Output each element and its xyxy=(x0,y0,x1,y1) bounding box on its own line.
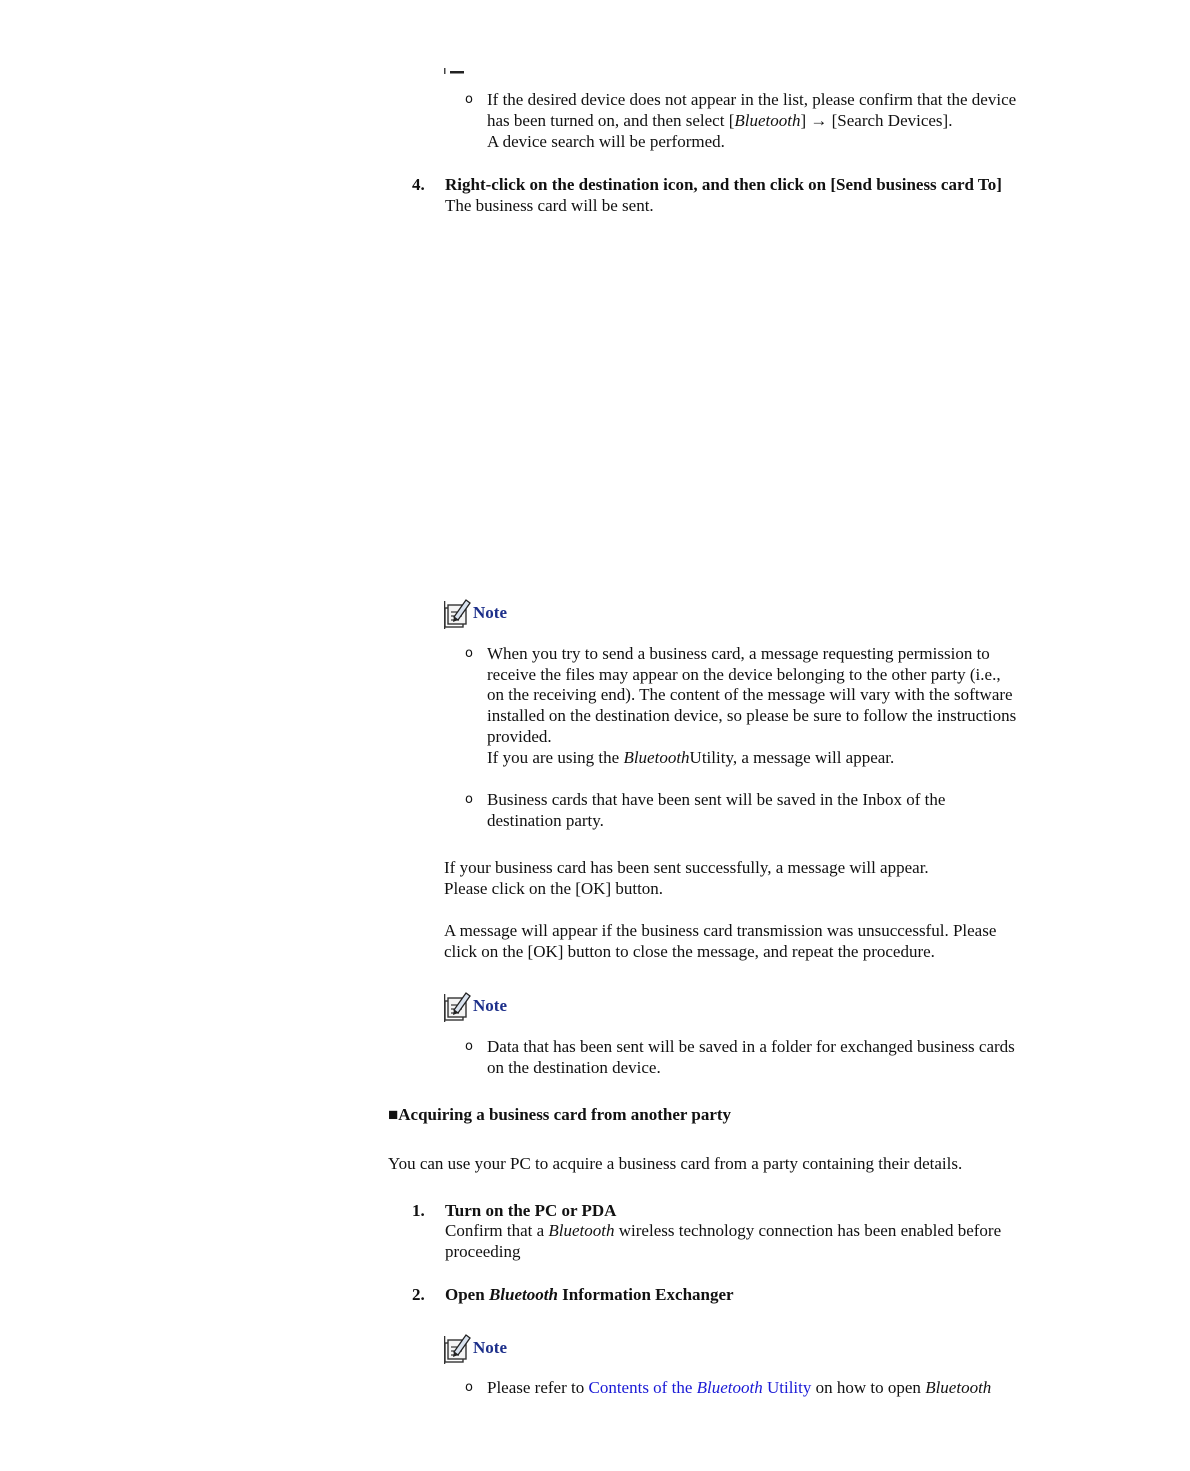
note-text-line: Please refer to Contents of the Bluetooth Utility on how to open Bluetooth xyxy=(487,1378,992,1397)
bullet-icon: o xyxy=(465,792,473,807)
section-heading: ■Acquiring a business card from another party xyxy=(388,1105,732,1124)
step-number: 1. xyxy=(412,1201,425,1220)
step-title: Right-click on the destination icon, and then click on [Send business card To] xyxy=(445,175,1002,194)
bullet-icon: o xyxy=(465,92,473,107)
step-title: Turn on the PC or PDA xyxy=(445,1201,617,1220)
note-pencil-icon xyxy=(444,990,472,1022)
step-body: proceeding xyxy=(445,1242,521,1261)
note-pencil-icon xyxy=(444,1332,472,1364)
step-number: 2. xyxy=(412,1285,425,1304)
bullet-icon: o xyxy=(465,646,473,661)
paragraph-line: Please click on the [OK] button. xyxy=(444,879,664,898)
step-body: The business card will be sent. xyxy=(445,196,654,215)
paragraph-line: A message will appear if the business card transmission was unsuccessful. Please xyxy=(444,921,997,940)
paragraph-line: click on the [OK] button to close the message, and repeat the procedure. xyxy=(444,942,935,961)
bullet-text-line: A device search will be performed. xyxy=(487,132,725,151)
section-intro: You can use your PC to acquire a business card from a party containing their details. xyxy=(388,1154,963,1173)
step-body: Confirm that a Bluetooth wireless technology connection has been enabled before xyxy=(445,1221,1002,1240)
note-text-line: If you are using the BluetoothUtility, a message will appear. xyxy=(487,748,895,767)
note-text-line: destination party. xyxy=(487,811,604,830)
note-text-line: Data that has been sent will be saved in a folder for exchanged business cards xyxy=(487,1037,1015,1056)
bullet-icon: o xyxy=(465,1039,473,1054)
note-text-line: Business cards that have been sent will be saved in the Inbox of the xyxy=(487,790,946,809)
note-label: Note xyxy=(473,996,507,1015)
note-text-line: When you try to send a business card, a message requesting permission to xyxy=(487,644,990,663)
paragraph-line: If your business card has been sent successfully, a message will appear. xyxy=(444,858,929,877)
note-text-line: receive the files may appear on the device belonging to the other party (i.e., xyxy=(487,665,1001,684)
note-text-line: provided. xyxy=(487,727,552,746)
note-text-line: on the destination device. xyxy=(487,1058,661,1077)
note-pencil-icon xyxy=(444,597,472,629)
bullet-text-line: If the desired device does not appear in the list, please confirm that the device xyxy=(487,90,1017,109)
note-label: Note xyxy=(473,1338,507,1357)
contents-link[interactable]: Contents of the Bluetooth Utility xyxy=(588,1378,812,1397)
bullet-icon: o xyxy=(465,1380,473,1395)
note-label: Note xyxy=(473,603,507,622)
step-number: 4. xyxy=(412,175,425,194)
note-text-line: installed on the destination device, so please be sure to follow the instructions xyxy=(487,706,1017,725)
cropped-note-icon xyxy=(444,68,466,74)
bullet-text-line: has been turned on, and then select [Bluetooth] → [Search Devices]. xyxy=(487,111,953,130)
step-title: Open Bluetooth Information Exchanger xyxy=(445,1285,734,1304)
note-text-line: on the receiving end). The content of the message will vary with the software xyxy=(487,685,1013,704)
